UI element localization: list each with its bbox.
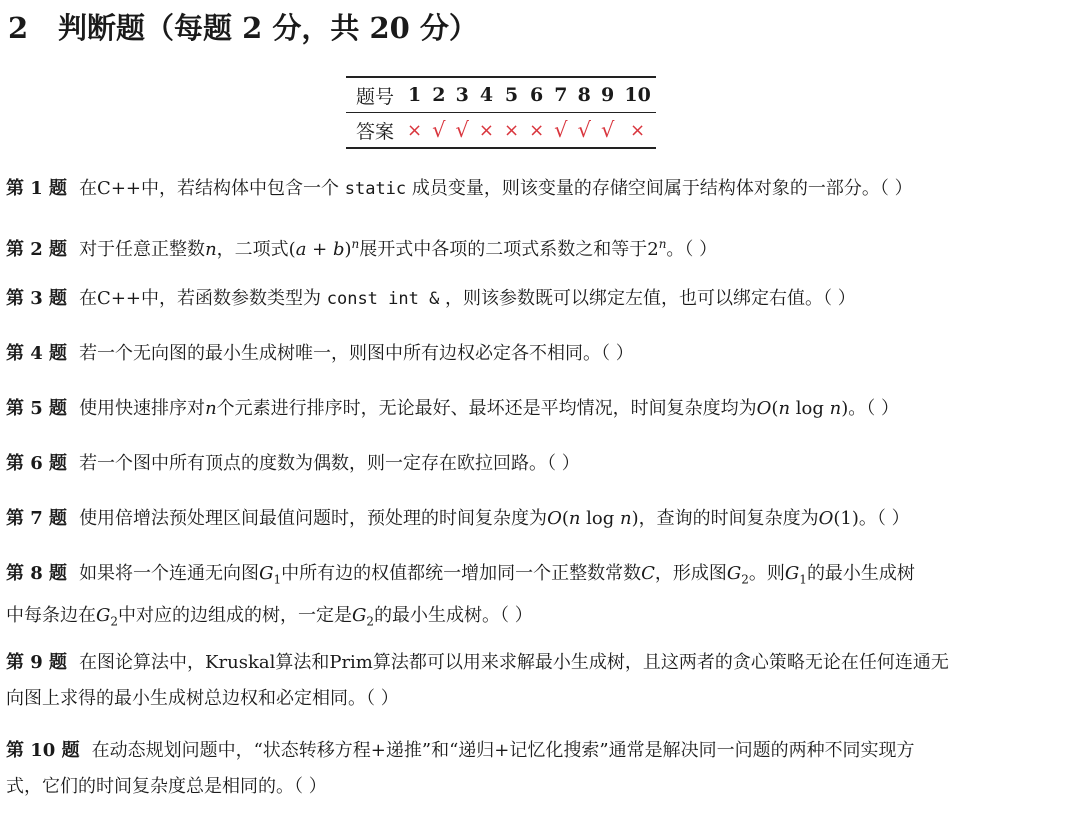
answer-cross-mark: × bbox=[630, 119, 646, 141]
question-text: 向图上求得的最小生成树总边权和必定相同。（ ） bbox=[6, 688, 399, 709]
question-4 bbox=[6, 336, 1072, 372]
question-label: 第 7 题 bbox=[6, 508, 68, 529]
question-text: )。（ ） bbox=[841, 398, 899, 419]
question-2 bbox=[6, 226, 1072, 268]
question-text: 。（ ） bbox=[666, 239, 718, 260]
math-variable: G bbox=[259, 563, 274, 584]
question-text: ，形成图 bbox=[654, 563, 727, 584]
question-label: 第 10 题 bbox=[6, 740, 80, 761]
math-log: log bbox=[580, 508, 621, 529]
answer-cross-mark: × bbox=[478, 119, 494, 141]
question-text: ( bbox=[561, 508, 569, 529]
math-variable: n bbox=[568, 508, 581, 529]
question-label: 第 8 题 bbox=[6, 563, 68, 584]
question-5 bbox=[6, 391, 1072, 427]
question-text: ) bbox=[344, 239, 352, 260]
math-subscript: 1 bbox=[273, 572, 282, 587]
question-3 bbox=[6, 281, 1072, 317]
question-number: 9 bbox=[596, 77, 619, 113]
math-big-o: O bbox=[756, 398, 772, 419]
question-number: 10 bbox=[619, 77, 655, 113]
question-number: 8 bbox=[573, 77, 596, 113]
math-variable: G bbox=[352, 604, 367, 626]
question-text: 中对应的边组成的树，一定是 bbox=[118, 604, 353, 626]
question-1 bbox=[6, 171, 1072, 207]
math-variable: n bbox=[205, 239, 217, 260]
question-text: 中每条边在 bbox=[6, 604, 96, 626]
question-text: (1)。（ ） bbox=[833, 508, 910, 529]
question-text: 如果将一个连通无向图 bbox=[79, 563, 260, 584]
question-number: 3 bbox=[451, 77, 474, 113]
row-label-answers: 答案 bbox=[356, 120, 395, 143]
answer-cross-mark: × bbox=[407, 119, 423, 141]
question-text: 的最小生成树。（ ） bbox=[374, 604, 533, 626]
question-line bbox=[6, 769, 1072, 805]
answer-check-mark: √ bbox=[432, 118, 446, 142]
answer-table bbox=[346, 76, 656, 149]
question-text: 在动态规划问题中，“状态转移方程+递推”和“递归+记忆化搜索”通常是解决同一问题的两种不同实现方 bbox=[91, 740, 915, 761]
math-variable: n bbox=[778, 398, 791, 419]
inline-code: static bbox=[344, 179, 407, 199]
question-label: 第 9 题 bbox=[6, 652, 68, 673]
question-text: ，二项式( bbox=[216, 239, 296, 260]
question-text: ( bbox=[771, 398, 779, 419]
question-number: 7 bbox=[549, 77, 572, 113]
math-superscript: n bbox=[351, 237, 360, 251]
question-6 bbox=[6, 446, 1072, 482]
question-text: 使用倍增法预处理区间最值问题时，预处理的时间复杂度为 bbox=[79, 508, 548, 529]
question-text: 使用快速排序对 bbox=[79, 398, 206, 419]
question-number: 5 bbox=[499, 77, 524, 113]
question-text: 中所有边的权值都统一增加同一个正整数常数 bbox=[281, 563, 642, 584]
question-10 bbox=[6, 733, 1072, 805]
answer-table-answer-row bbox=[346, 113, 656, 149]
question-number: 4 bbox=[474, 77, 499, 113]
question-8 bbox=[6, 556, 1072, 639]
question-label: 第 6 题 bbox=[6, 453, 68, 474]
math-big-o: O bbox=[818, 508, 834, 529]
question-text: 若一个图中所有顶点的度数为偶数，则一定存在欧拉回路。（ ） bbox=[79, 453, 580, 474]
math-variable: G bbox=[726, 563, 742, 584]
question-line bbox=[6, 733, 1072, 769]
question-label: 第 5 题 bbox=[6, 398, 68, 419]
math-subscript: 2 bbox=[741, 572, 749, 587]
math-variable: C bbox=[641, 563, 655, 584]
question-text: 在图论算法中，Kruskal算法和Prim算法都可以用来求解最小生成树，且这两者的贪心策略无论在任何连通无 bbox=[79, 652, 949, 673]
question-text: 。则 bbox=[748, 563, 785, 584]
inline-code: const int & bbox=[326, 289, 440, 309]
section-number: 2 bbox=[8, 11, 29, 45]
question-text: )，查询的时间复杂度为 bbox=[631, 508, 819, 529]
math-subscript: 2 bbox=[110, 614, 119, 629]
math-log: log bbox=[790, 398, 830, 419]
math-expression: a + b bbox=[295, 239, 345, 260]
question-9 bbox=[6, 645, 1072, 717]
question-number: 6 bbox=[524, 77, 549, 113]
question-number: 2 bbox=[427, 77, 450, 113]
question-label: 第 1 题 bbox=[6, 178, 68, 199]
question-text: 的最小生成树 bbox=[806, 563, 915, 584]
answer-table-number-row bbox=[346, 77, 656, 113]
math-variable: G bbox=[96, 604, 111, 626]
answer-check-mark: √ bbox=[455, 118, 469, 142]
row-label-numbers: 题号 bbox=[346, 77, 402, 113]
question-text: 对于任意正整数 bbox=[79, 239, 206, 260]
math-variable: G bbox=[784, 563, 800, 584]
answer-cross-mark: × bbox=[529, 119, 545, 141]
question-line bbox=[6, 556, 1072, 598]
question-text: 成员变量，则该变量的存储空间属于结构体对象的一部分。（ ） bbox=[406, 178, 913, 199]
question-text: 若一个无向图的最小生成树唯一，则图中所有边权必定各不相同。（ ） bbox=[79, 343, 634, 364]
question-text: 个元素进行排序时，无论最好、最坏还是平均情况，时间复杂度均为 bbox=[216, 398, 757, 419]
math-subscript: 1 bbox=[799, 572, 807, 587]
answer-check-mark: √ bbox=[554, 118, 568, 142]
question-line bbox=[6, 681, 1072, 717]
section-heading bbox=[8, 6, 478, 47]
math-variable: n bbox=[620, 508, 632, 529]
math-superscript: n bbox=[658, 237, 667, 251]
math-big-o: O bbox=[547, 508, 562, 529]
question-text: ，则该参数既可以绑定左值，也可以绑定右值。（ ） bbox=[439, 288, 856, 309]
answer-check-mark: √ bbox=[577, 118, 591, 142]
question-label: 第 2 题 bbox=[6, 239, 68, 260]
math-subscript: 2 bbox=[366, 614, 375, 629]
question-line bbox=[6, 598, 1072, 640]
question-number: 1 bbox=[402, 77, 427, 113]
question-line bbox=[6, 645, 1072, 681]
section-title: 判断题（每题 2 分，共 20 分） bbox=[58, 11, 478, 45]
question-label: 第 4 题 bbox=[6, 343, 68, 364]
question-text: 展开式中各项的二项式系数之和等于2 bbox=[359, 239, 659, 260]
answer-cross-mark: × bbox=[503, 119, 520, 141]
question-text: 在C++中，若结构体中包含一个 bbox=[79, 178, 345, 199]
question-label: 第 3 题 bbox=[6, 288, 68, 309]
math-variable: n bbox=[829, 398, 842, 419]
math-variable: n bbox=[205, 398, 217, 419]
question-text: 在C++中，若函数参数类型为 bbox=[79, 288, 327, 309]
question-text: 式，它们的时间复杂度总是相同的。（ ） bbox=[6, 776, 327, 797]
answer-check-mark: √ bbox=[600, 118, 615, 142]
question-7 bbox=[6, 501, 1072, 537]
